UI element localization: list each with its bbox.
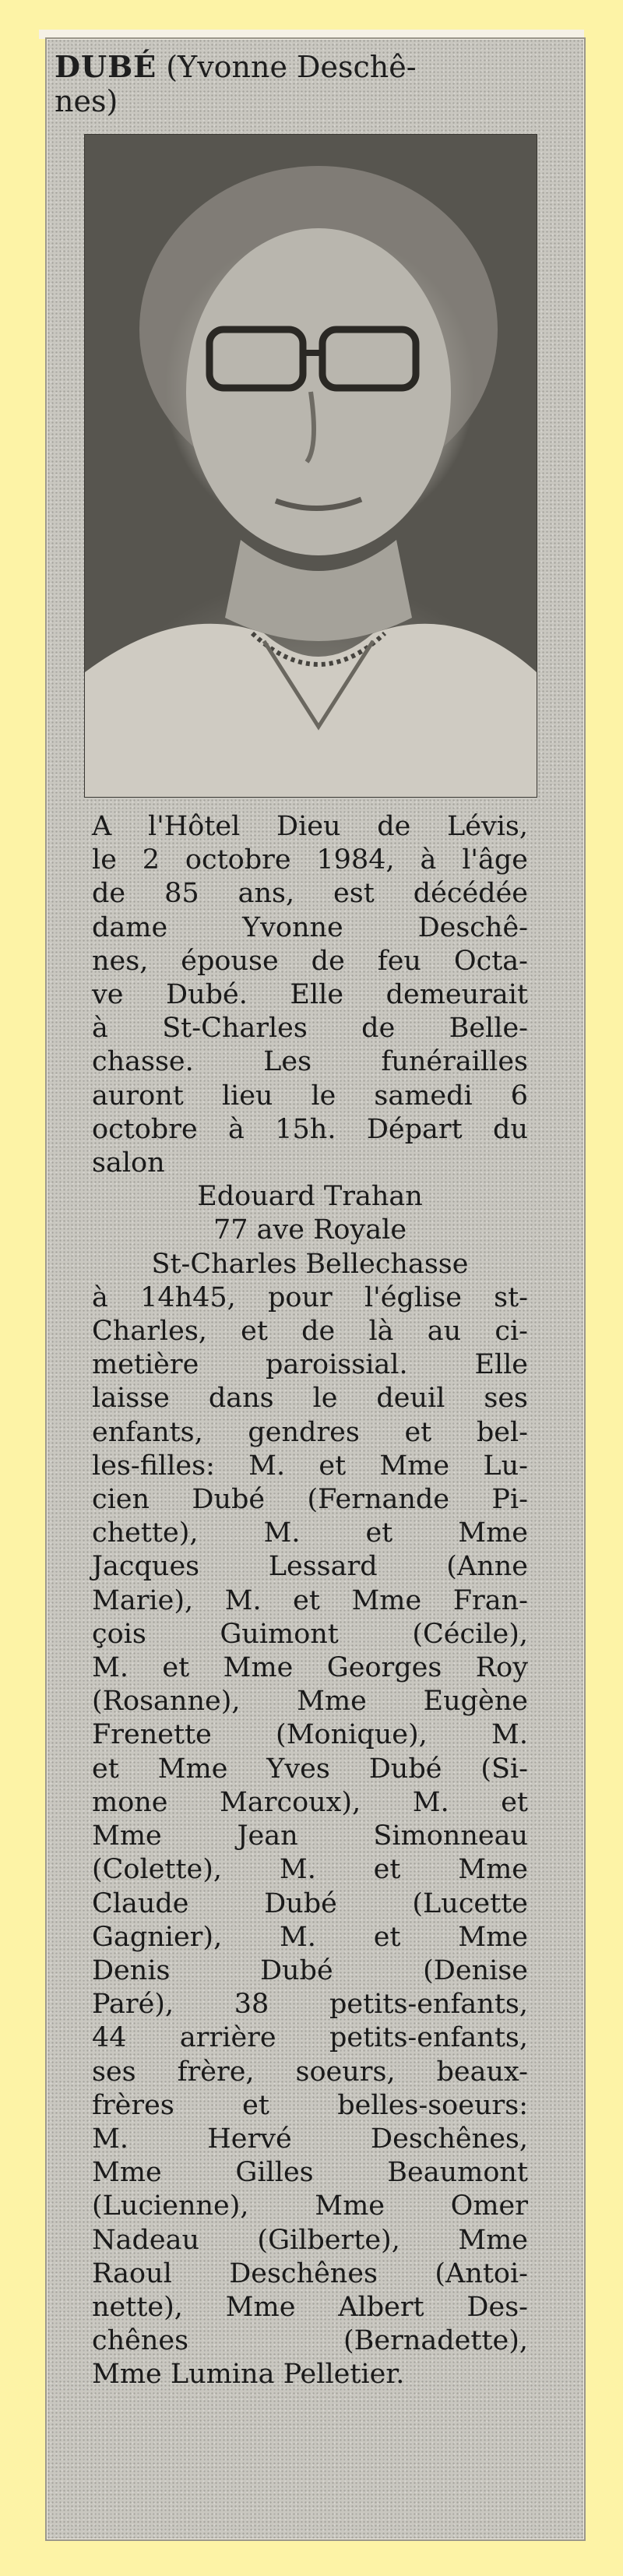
obituary-line: ve Dubé. Elle demeurait [92,979,528,1011]
obituary-line: le 2 octobre 1984, à l'âge [92,844,528,876]
obituary-line: Paré), 38 petits-enfants, [92,1989,528,2021]
obituary-line: chênes (Bernadette), [92,2325,528,2357]
obituary-line: Jacques Lessard (Anne [92,1551,528,1583]
obituary-line: (Colette), M. et Mme [92,1854,528,1886]
obituary-line: de 85 ans, est décédée [92,878,528,910]
obituary-line: à St-Charles de Belle- [92,1013,528,1045]
obituary-line: (Lucienne), Mme Omer [92,2190,528,2222]
obituary-line: Marie), M. et Mme Fran- [92,1584,528,1616]
obituary-line: Denis Dubé (Denise [92,1954,528,1986]
obituary-line: salon [92,1147,165,1179]
obituary-line: les-filles: M. et Mme Lu- [92,1450,528,1482]
obituary-line: çois Guimont (Cécile), [92,1618,528,1650]
obituary-line: M. et Mme Georges Roy [92,1652,528,1684]
obituary-line: Edouard Trahan [197,1181,423,1213]
obituary-line: nette), Mme Albert Des- [92,2291,528,2323]
obituary-line: mone Marcoux), M. et [92,1786,528,1818]
obituary-line: Gagnier), M. et Mme [92,1921,528,1953]
obituary-line: cien Dubé (Fernande Pi- [92,1484,528,1516]
obituary-line: Mme Jean Simonneau [92,1820,528,1852]
obituary-line: Mme Lumina Pelletier. [92,2359,405,2391]
obituary-line: et Mme Yves Dubé (Si- [92,1753,528,1785]
obituary-line: Mme Gilles Beaumont [92,2157,528,2189]
obituary-line: Charles, et de là au ci- [92,1316,528,1348]
obituary-line: Frenette (Monique), M. [92,1719,528,1751]
obituary-line: laisse dans le deuil ses [92,1383,528,1415]
obituary-line: octobre à 15h. Départ du [92,1113,528,1145]
portrait-illustration [85,135,537,797]
obituary-line: A l'Hôtel Dieu de Lévis, [92,811,528,842]
obituary-line: 44 arrière petits-enfants, [92,2022,528,2054]
obituary-line: ses frère, soeurs, beaux- [92,2056,528,2088]
obituary-line: (Rosanne), Mme Eugène [92,1686,528,1718]
obituary-line: Nadeau (Gilberte), Mme [92,2224,528,2256]
obituary-line: à 14h45, pour l'église st- [92,1281,528,1313]
obituary-line: St-Charles Bellechasse [151,1248,469,1280]
obituary-line: metière paroissial. Elle [92,1349,528,1381]
portrait-photo [84,134,537,798]
obituary-line: chasse. Les funérailles [92,1046,528,1078]
obituary-line: M. Hervé Deschênes, [92,2123,528,2155]
obituary-line: 77 ave Royale [213,1214,407,1246]
obituary-line: Raoul Deschênes (Antoi- [92,2257,528,2289]
obituary-line: nes, épouse de feu Octa- [92,945,528,977]
obituary-line: auront lieu le samedi 6 [92,1080,528,1112]
obituary-line: chette), M. et Mme [92,1517,528,1549]
obituary-text [92,810,528,2392]
obituary-line: Claude Dubé (Lucette [92,1887,528,1919]
headline-given-name: (Yvonne Deschê- [166,50,417,84]
headline-given-name-cont: nes) [55,84,118,118]
headline-surname: DUBÉ [55,49,157,84]
obituary-headline [55,50,553,118]
obituary-line: dame Yvonne Deschê- [92,911,528,943]
obituary-line: enfants, gendres et bel- [92,1416,528,1448]
obituary-line: frères et belles-soeurs: [92,2089,528,2121]
